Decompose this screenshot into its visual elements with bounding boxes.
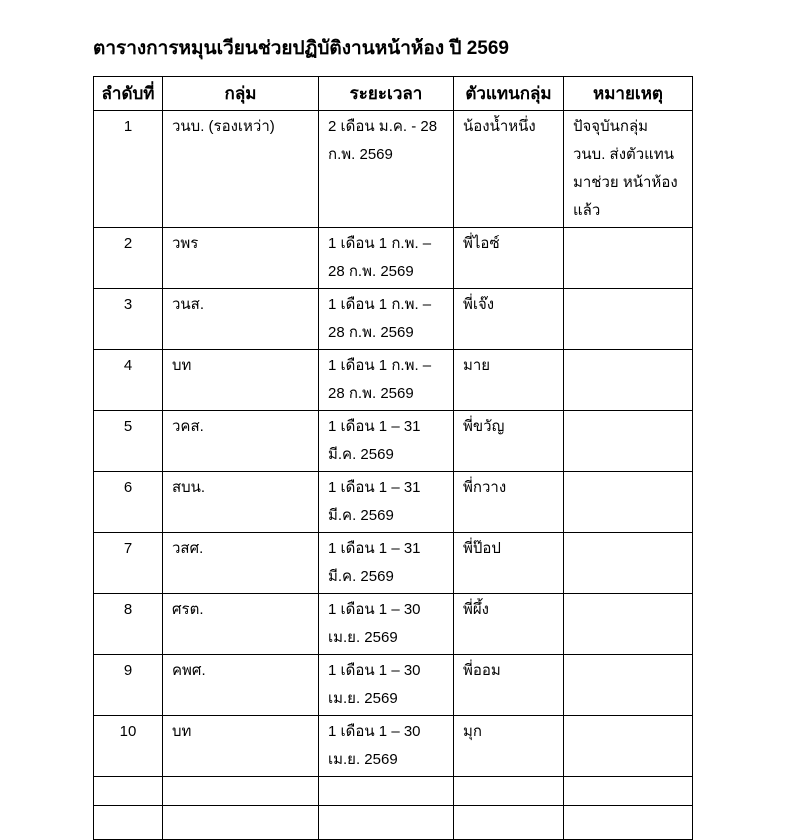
cell-note [564,594,693,655]
cell-no: 6 [94,472,163,533]
page-title: ตารางการหมุนเวียนช่วยปฏิบัติงานหน้าห้อง ปี 2569 [93,38,509,59]
table-row [94,716,693,777]
cell-duration: 1 เดือน 1 ก.พ. – 28 ก.พ. 2569 [319,289,454,350]
cell-representative: พี่ผึ้ง [454,594,564,655]
header-cell-no: ลำดับที่ [94,77,163,111]
table-header-row [94,77,693,111]
cell-duration: 1 เดือน 1 ก.พ. – 28 ก.พ. 2569 [319,350,454,411]
rotation-schedule-table [93,76,693,840]
cell-duration: 1 เดือน 1 – 30 เม.ย. 2569 [319,655,454,716]
table-row [94,350,693,411]
cell-representative: น้องน้ำหนึ่ง [454,111,564,228]
cell-no: 1 [94,111,163,228]
cell-group: วพร [163,228,319,289]
table-row [94,111,693,228]
cell-duration [319,806,454,840]
table-row [94,472,693,533]
cell-group: วสศ. [163,533,319,594]
cell-no: 4 [94,350,163,411]
table-row-empty [94,777,693,806]
cell-no [94,806,163,840]
cell-representative [454,777,564,806]
cell-note [564,655,693,716]
cell-group: สบน. [163,472,319,533]
table-row [94,655,693,716]
cell-group: วนส. [163,289,319,350]
table-row [94,411,693,472]
header-cell-note: หมายเหตุ [564,77,693,111]
cell-note [564,472,693,533]
cell-representative [454,806,564,840]
cell-group: บท [163,716,319,777]
table-row [94,594,693,655]
cell-note [564,411,693,472]
cell-representative: พี่ออม [454,655,564,716]
cell-duration: 2 เดือน ม.ค. - 28 ก.พ. 2569 [319,111,454,228]
cell-duration [319,777,454,806]
cell-no: 2 [94,228,163,289]
cell-representative: พี่ป๊อป [454,533,564,594]
cell-note [564,777,693,806]
cell-no: 3 [94,289,163,350]
cell-no: 10 [94,716,163,777]
cell-note [564,289,693,350]
cell-group: วนบ. (รองเหว่า) [163,111,319,228]
cell-representative: พี่ขวัญ [454,411,564,472]
cell-group: คพศ. [163,655,319,716]
cell-duration: 1 เดือน 1 – 30 เม.ย. 2569 [319,716,454,777]
cell-representative: พี่ไอซ์ [454,228,564,289]
cell-note [564,716,693,777]
cell-group: บท [163,350,319,411]
header-cell-representative: ตัวแทนกลุ่ม [454,77,564,111]
table-row [94,228,693,289]
cell-duration: 1 เดือน 1 – 30 เม.ย. 2569 [319,594,454,655]
cell-no: 7 [94,533,163,594]
cell-note [564,533,693,594]
cell-duration: 1 เดือน 1 – 31 มี.ค. 2569 [319,472,454,533]
cell-duration: 1 เดือน 1 – 31 มี.ค. 2569 [319,411,454,472]
cell-note [564,228,693,289]
cell-duration: 1 เดือน 1 ก.พ. – 28 ก.พ. 2569 [319,228,454,289]
cell-representative: พี่กวาง [454,472,564,533]
table-row [94,533,693,594]
cell-note: ปัจจุบันกลุ่ม วนบ. ส่งตัวแทนมาช่วย หน้าห้องแล้ว [564,111,693,228]
cell-no: 9 [94,655,163,716]
header-cell-duration: ระยะเวลา [319,77,454,111]
header-cell-group: กลุ่ม [163,77,319,111]
cell-representative: มุก [454,716,564,777]
cell-no [94,777,163,806]
cell-no: 8 [94,594,163,655]
cell-representative: พี่เจ๊ง [454,289,564,350]
cell-duration: 1 เดือน 1 – 31 มี.ค. 2569 [319,533,454,594]
cell-note [564,350,693,411]
table-row [94,289,693,350]
cell-group: วคส. [163,411,319,472]
cell-no: 5 [94,411,163,472]
cell-representative: มาย [454,350,564,411]
cell-note [564,806,693,840]
cell-group [163,777,319,806]
cell-group [163,806,319,840]
table-row-empty [94,806,693,840]
cell-group: ศรต. [163,594,319,655]
